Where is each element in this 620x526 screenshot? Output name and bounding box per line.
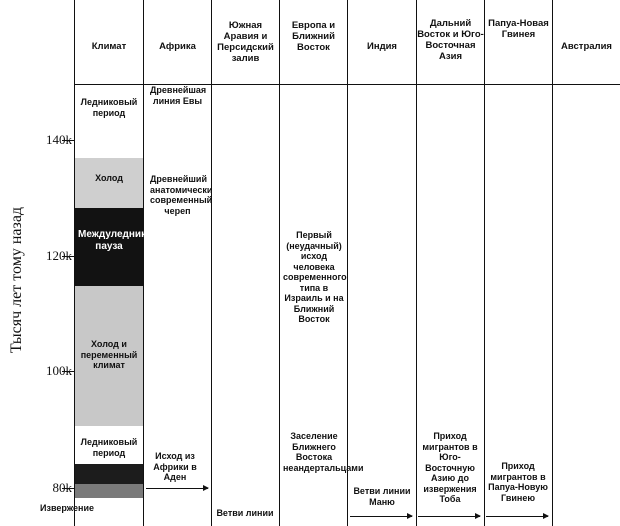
climate-cold: Холод	[95, 173, 123, 183]
tick-100k: 100k	[46, 363, 72, 378]
tick-140k: 140k	[46, 132, 72, 147]
climate-glacial-1: Ледниковый период	[80, 97, 138, 118]
climate-interglacial: Междуледниковая пауза	[78, 229, 170, 252]
header-africa: Африка	[159, 40, 196, 52]
column-divider	[347, 0, 348, 526]
far-east-migrants: Приход мигрантов в Юго-Восточную Азию до извержения Тоба	[422, 431, 478, 504]
climate-cold-variable: Холод и переменный климат	[80, 339, 138, 370]
africa-exodus: Исход из Африки в Аден	[153, 451, 197, 482]
tick-120k: 120k	[46, 248, 72, 263]
tick-mark	[62, 140, 74, 141]
header-europe: Европа и Ближний Восток	[291, 20, 336, 53]
arrow-papua-to-australia	[486, 516, 548, 517]
arrow-india-to-far-east	[350, 516, 412, 517]
tick-mark	[62, 256, 74, 257]
y-axis-label: Тысяч лет тому назад	[8, 206, 25, 354]
africa-skull: Древнейший анатомически современный череп	[150, 174, 213, 216]
arrow-africa-to-arabia	[146, 488, 208, 489]
header-india: Индия	[367, 40, 397, 52]
tick-mark	[62, 488, 74, 489]
europe-first-exodus: Первый (неудачный) исход человека современного типа в Израиль и на Ближний Восток	[283, 230, 347, 324]
climate-band-dark	[75, 464, 143, 484]
header-papua: Папуа-Новая Гвинея	[488, 18, 549, 40]
tick-mark	[62, 371, 74, 372]
header-far-east: Дальний Восток и Юго-Восточная Азия	[417, 18, 484, 62]
europe-neanderthal: Заселение Ближнего Востока неандертальцами	[283, 431, 364, 473]
climate-glacial-2: Ледниковый период	[80, 437, 138, 458]
header-arabia: Южная Аравия и Персидский залив	[217, 20, 274, 64]
column-divider	[143, 0, 144, 526]
climate-band-mid	[75, 484, 143, 498]
papua-migrants: Приход мигрантов в Папуа-Новую Гвинею	[488, 461, 548, 503]
arrow-far-east-to-papua	[418, 516, 480, 517]
header-australia: Австралия	[561, 40, 612, 52]
africa-eve-line: Древнейшая линия Евы	[150, 85, 207, 106]
header-climate: Климат	[91, 40, 127, 52]
column-divider	[552, 0, 553, 526]
india-manyu: Ветви линии Маню	[353, 486, 411, 507]
tick-80k: 80k	[52, 480, 72, 495]
arabia-branches: Ветви линии	[216, 508, 274, 518]
climate-eruption: Извержение	[40, 503, 94, 513]
